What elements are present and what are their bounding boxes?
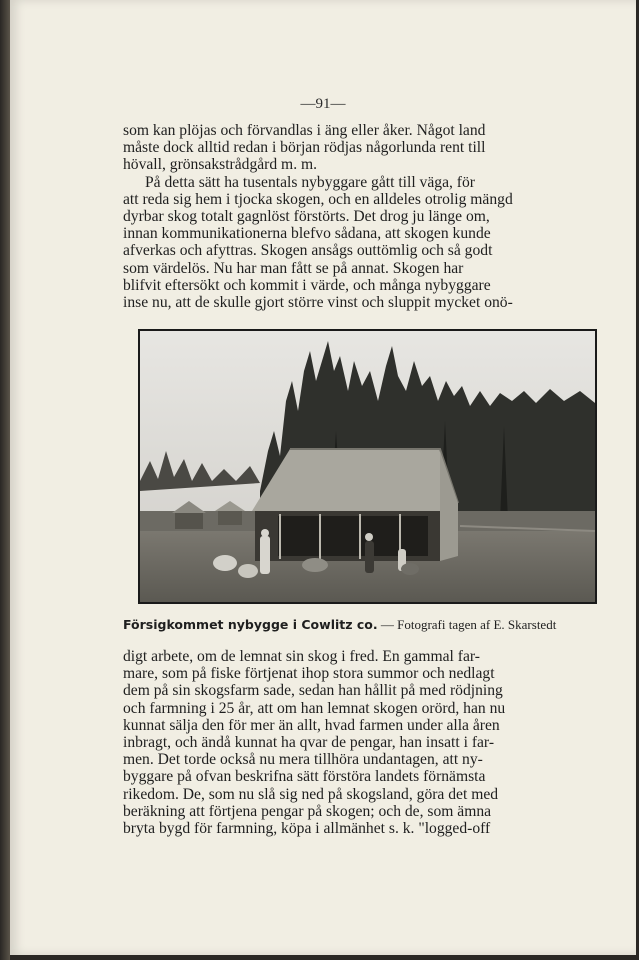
text-line: blifvit eftersökt och kommit i värde, och många nybyggare — [123, 276, 491, 294]
text-line: digt arbete, om de lemnat sin skog i fred. En gammal far- — [123, 648, 480, 665]
text-line: innan kommunikationerna blefvo sådana, att skogen kunde — [123, 225, 491, 243]
text-line: att reda sig hem i tjocka skogen, och en alldeles otrolig mängd — [123, 190, 513, 208]
text-line: och farmning i 25 år, att om han lemnat skogen orörd, han nu — [123, 699, 506, 717]
photo-caption — [123, 617, 593, 633]
bottom-paragraph — [123, 648, 581, 837]
text-line: men. Det torde också nu mera tillhöra undantagen, att ny- — [123, 751, 483, 769]
text-line: mare, som på fiske förtjenat ihop stora summor och nedlagt — [123, 665, 495, 683]
text-line: dyrbar skog totalt gagnlöst förstörts. Det drog ju länge om, — [123, 208, 490, 226]
text-line: hövall, grönsakstrådgård m. m. — [123, 156, 318, 174]
photo-illustration — [140, 331, 595, 602]
book-page — [10, 0, 636, 955]
text-line: dem på sin skogsfarm sade, sedan han hållit på med rödjning — [123, 682, 503, 700]
top-paragraph — [123, 122, 581, 311]
text-line: afverkas och afyttras. Skogen ansågs outtömlig och så godt — [123, 242, 493, 260]
text-line: På detta sätt ha tusentals nybyggare gått till väga, för — [145, 173, 475, 191]
text-line: inse nu, att de skulle gjort större vinst och sluppit mycket onö- — [123, 294, 513, 312]
text-line: byggare på ofvan beskrifna sätt förstöra landets förnämsta — [123, 768, 486, 786]
book-gutter — [0, 0, 10, 960]
text-line: bryta bygd för farmning, köpa i allmänhet s. k. "logged-off — [123, 820, 491, 838]
homestead-photograph — [138, 329, 597, 604]
caption-credit: — Fotografi tagen af E. Skarstedt — [377, 617, 557, 632]
text-line: som kan plöjas och förvandlas i äng eller åker. Något land — [123, 122, 486, 139]
caption-title: Försigkommet nybygge i Cowlitz co. — [123, 617, 378, 632]
text-line: kunnat sälja den för mer än allt, hvad farmen under alla åren — [123, 716, 500, 734]
text-line: beräkning att förtjena pengar på skogen; och de, som ämna — [123, 802, 492, 820]
text-line: måste dock alltid redan i början rödjas någorlunda rent till — [123, 139, 486, 157]
page-number: —91— — [300, 96, 346, 112]
text-line: inbragt, och ändå kunnat ha qvar de pengar, han insatt i far- — [123, 734, 495, 752]
text-line: som värdelös. Nu har man fått se på annat. Skogen har — [123, 259, 464, 277]
text-line: rikedom. De, som nu slå sig ned på skogsland, göra det med — [123, 785, 499, 803]
